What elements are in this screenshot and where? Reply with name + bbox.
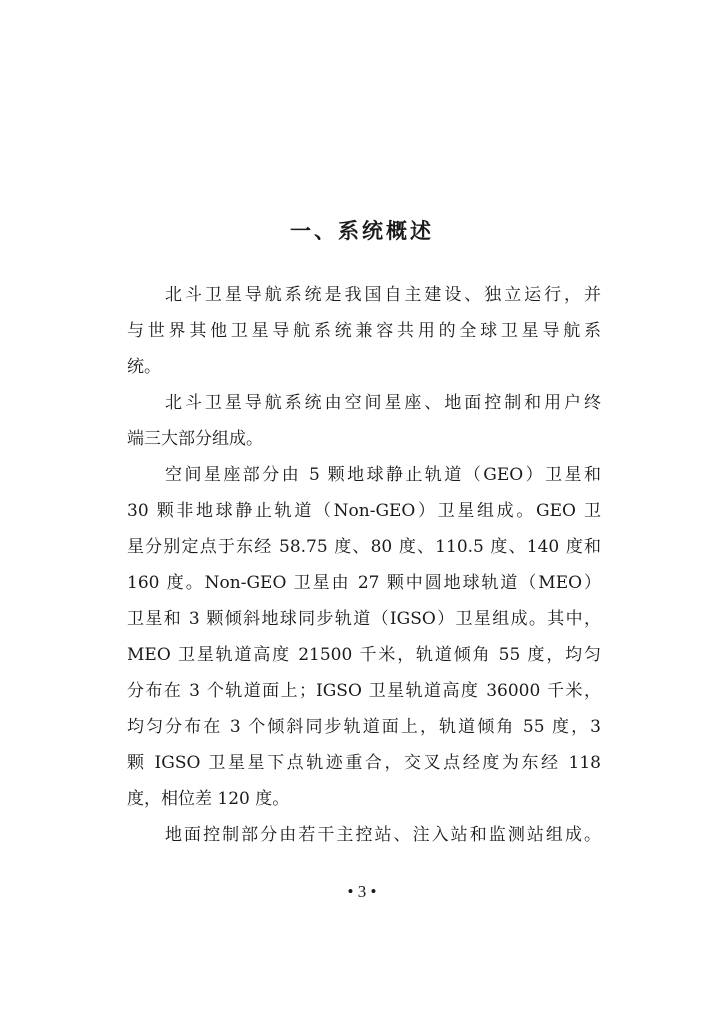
paragraph-line: 地面控制部分由若干主控站、注入站和监测站组成。 <box>165 825 601 845</box>
paragraph-line: 端三大部分组成。 <box>127 429 263 449</box>
paragraph-line: 度，相位差 120 度。 <box>127 789 290 809</box>
paragraph-line: 与世界其他卫星导航系统兼容共用的全球卫星导航系 <box>127 321 601 341</box>
paragraph-line: 卫星和 3 颗倾斜地球同步轨道（IGSO）卫星组成。其中， <box>127 609 601 629</box>
paragraph-line: MEO 卫星轨道高度 21500 千米，轨道倾角 55 度，均匀 <box>127 645 601 665</box>
paragraph-line: 空间星座部分由 5 颗地球静止轨道（GEO）卫星和 <box>165 465 601 485</box>
paragraph-line: 均匀分布在 3 个倾斜同步轨道面上，轨道倾角 55 度，3 <box>127 717 601 737</box>
paragraph-line: 统。 <box>127 357 161 377</box>
paragraph-line: 30 颗非地球静止轨道（Non-GEO）卫星组成。GEO 卫 <box>127 501 601 521</box>
paragraph-line: 颗 IGSO 卫星星下点轨迹重合，交叉点经度为东经 118 <box>127 753 601 773</box>
body-text <box>127 277 601 853</box>
paragraph-line: 160 度。Non-GEO 卫星由 27 颗中圆地球轨道（MEO） <box>127 573 601 593</box>
paragraph-line: 北斗卫星导航系统由空间星座、地面控制和用户终 <box>165 393 601 413</box>
section-title: 一、系统概述 <box>290 218 434 243</box>
page-number: • 3 • <box>347 882 377 901</box>
paragraph-line: 北斗卫星导航系统是我国自主建设、独立运行，并 <box>165 285 601 305</box>
paragraph-line: 分布在 3 个轨道面上；IGSO 卫星轨道高度 36000 千米， <box>127 681 601 701</box>
paragraph-line: 星分别定点于东经 58.75 度、80 度、110.5 度、140 度和 <box>127 537 601 557</box>
